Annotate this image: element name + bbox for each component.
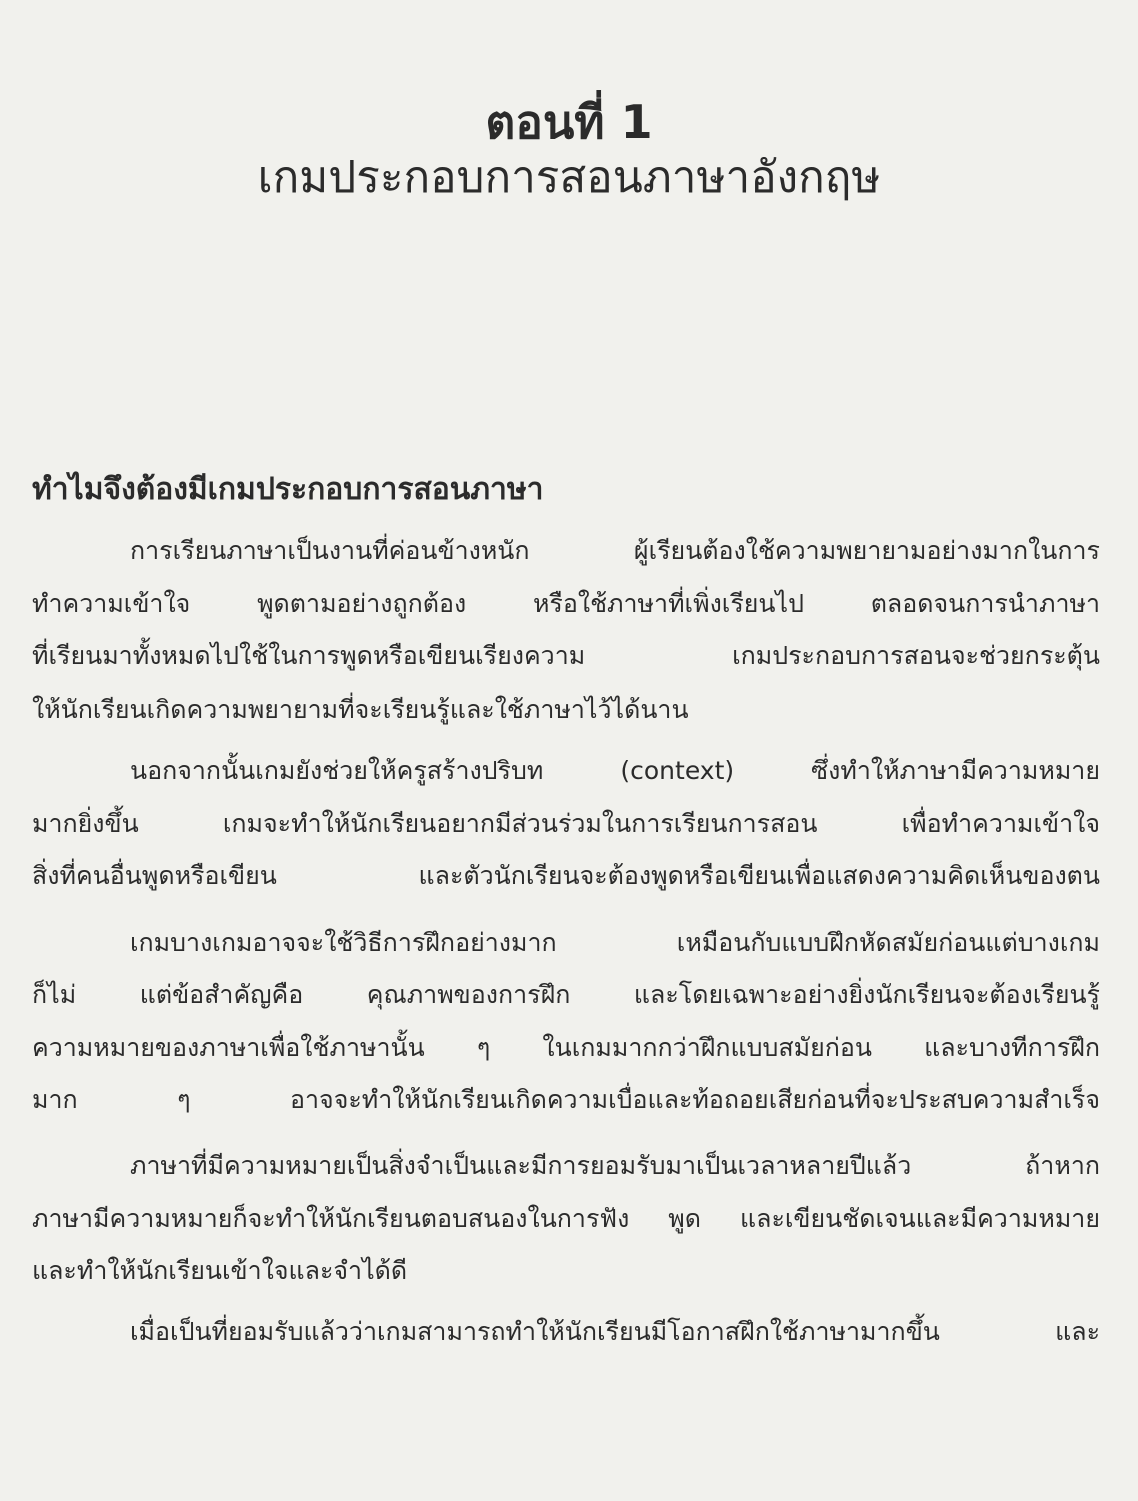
section-heading: ทำไมจึงต้องมีเกมประกอบการสอนภาษา bbox=[32, 472, 544, 507]
text-line: ความหมายของภาษาเพื่อใช้ภาษานั้น ๆ ในเกมมากกว่าฝึกแบบสมัยก่อน และบางทีการฝึก bbox=[32, 1033, 1100, 1062]
text-line: มาก ๆ อาจจะทำให้นักเรียนเกิดความเบื่อและท้อถอยเสียก่อนที่จะประสบความสำเร็จ bbox=[32, 1085, 1100, 1114]
text-line: ก็ไม่ แต่ข้อสำคัญคือ คุณภาพของการฝึก และโดยเฉพาะอย่างยิ่งนักเรียนจะต้องเรียนรู้ bbox=[32, 980, 1100, 1009]
text-line: ให้นักเรียนเกิดความพยายามที่จะเรียนรู้และใช้ภาษาไว้ได้นาน bbox=[32, 695, 689, 724]
text-line: ภาษามีความหมายก็จะทำให้นักเรียนตอบสนองในการฟัง พูด และเขียนชัดเจนและมีความหมาย bbox=[32, 1204, 1100, 1233]
chapter-number: ตอนที่ 1 bbox=[485, 95, 653, 149]
text-line: ทำความเข้าใจ พูดตามอย่างถูกต้อง หรือใช้ภาษาที่เพิ่งเรียนไป ตลอดจนการนำภาษา bbox=[32, 589, 1100, 618]
text-line: นอกจากนั้นเกมยังช่วยให้ครูสร้างปริบท (context) ซึ่งทำให้ภาษามีความหมาย bbox=[130, 756, 1100, 785]
text-line: เมื่อเป็นที่ยอมรับแล้วว่าเกมสามารถทำให้นักเรียนมีโอกาสฝึกใช้ภาษามากขึ้น และ bbox=[130, 1317, 1100, 1346]
chapter-title: เกมประกอบการสอนภาษาอังกฤษ bbox=[257, 152, 881, 203]
text-line: สิ่งที่คนอื่นพูดหรือเขียน และตัวนักเรียนจะต้องพูดหรือเขียนเพื่อแสดงความคิดเห็นของตน bbox=[32, 861, 1100, 890]
text-line: ที่เรียนมาทั้งหมดไปใช้ในการพูดหรือเขียนเรียงความ เกมประกอบการสอนจะช่วยกระตุ้น bbox=[32, 641, 1100, 670]
text-line: มากยิ่งขึ้น เกมจะทำให้นักเรียนอยากมีส่วนร่วมในการเรียนการสอน เพื่อทำความเข้าใจ bbox=[32, 809, 1100, 838]
text-line: ภาษาที่มีความหมายเป็นสิ่งจำเป็นและมีการยอมรับมาเป็นเวลาหลายปีแล้ว ถ้าหาก bbox=[130, 1151, 1100, 1180]
text-line: และทำให้นักเรียนเข้าใจและจำได้ดี bbox=[32, 1256, 408, 1285]
text-line: การเรียนภาษาเป็นงานที่ค่อนข้างหนัก ผู้เรียนต้องใช้ความพยายามอย่างมากในการ bbox=[130, 536, 1100, 565]
text-line: เกมบางเกมอาจจะใช้วิธีการฝึกอย่างมาก เหมือนกับแบบฝึกหัดสมัยก่อนแต่บางเกม bbox=[130, 928, 1100, 957]
